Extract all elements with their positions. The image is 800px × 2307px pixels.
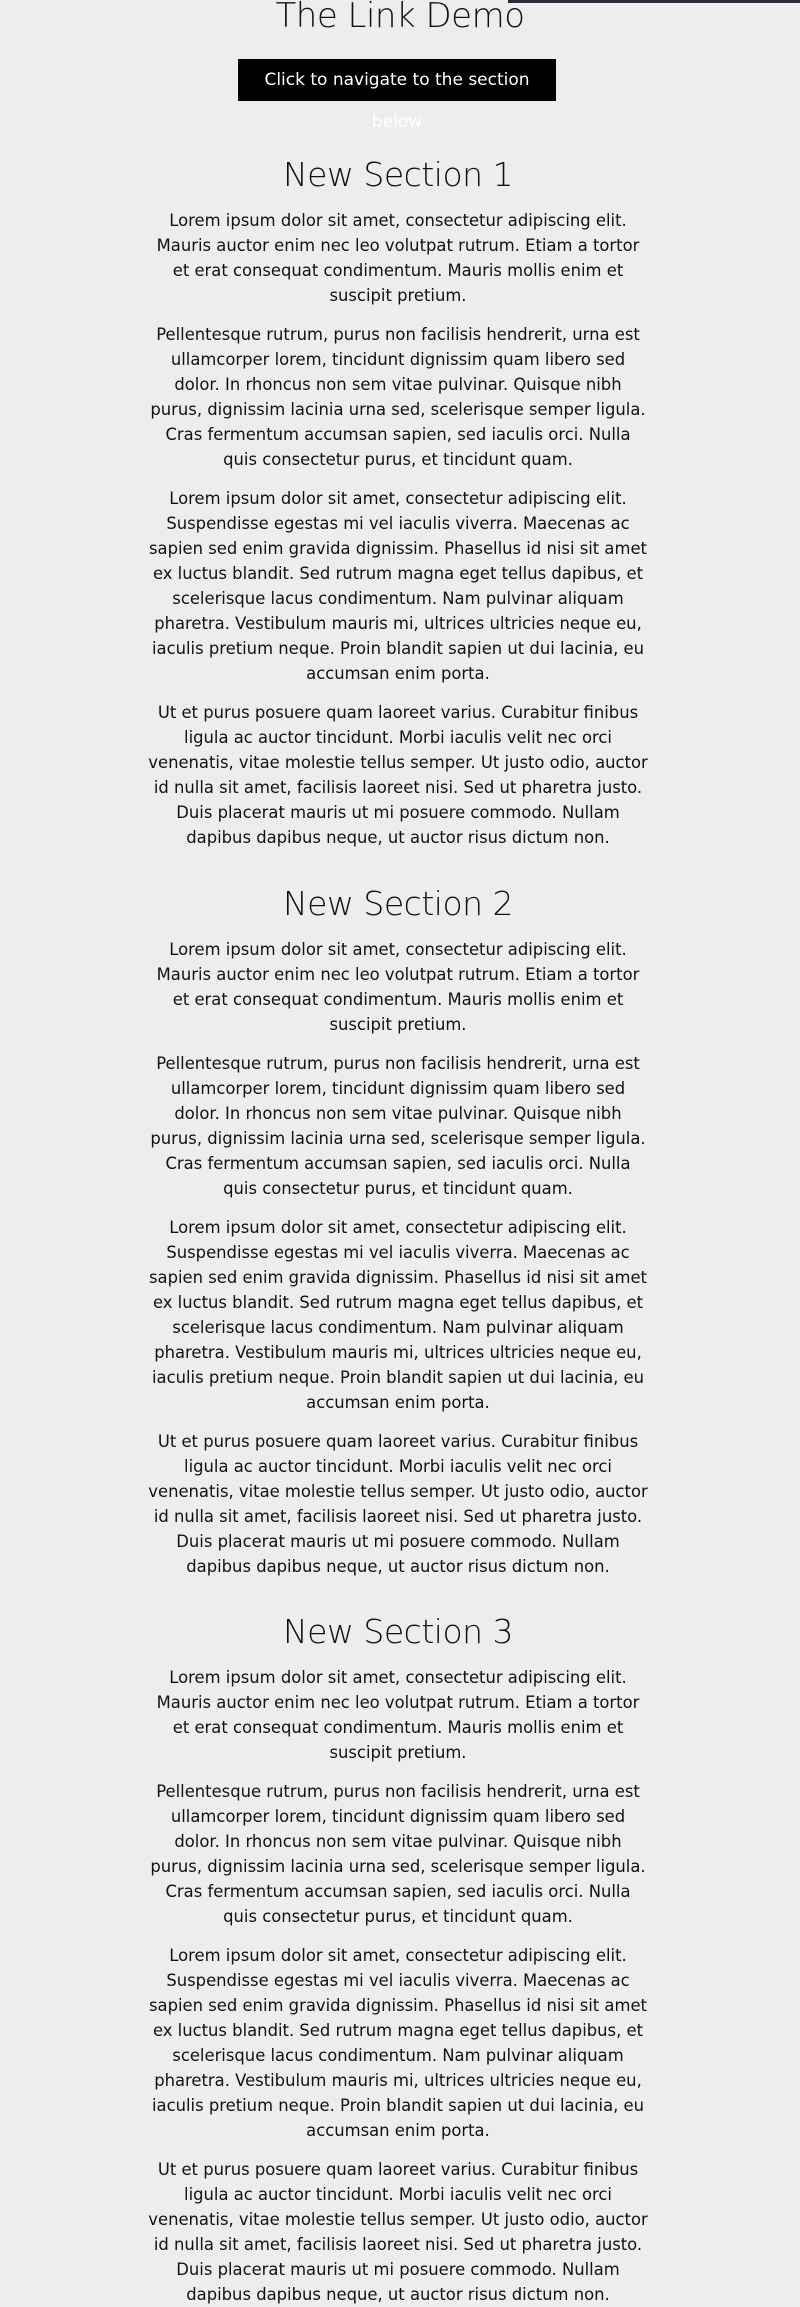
section-paragraph: Pellentesque rutrum, purus non facilisis hendrerit, urna est ullamcorper lorem, tincidunt dignissim quam libero sed dolor. In rhoncus non sem vitae pulvinar. Quisque nibh purus, dignissim lacinia urna sed, scelerisque semper ligula. Cras fermentum accumsan sapien, sed iaculis orci. Nulla quis consectetur purus, et tincidunt quam. [150, 1054, 646, 1198]
section-2 [146, 881, 650, 1579]
section-paragraph: Lorem ipsum dolor sit amet, consectetur adipiscing elit. Suspendisse egestas mi vel iaculis viverra. Maecenas ac sapien sed enim gravida dignissim. Phasellus id nisi sit amet ex luctus blandit. Sed rutrum magna eget tellus dapibus, et scelerisque lacus condimentum. Nam pulvinar aliquam pharetra. Vestibulum mauris mi, ultrices ultricies neque eu, iaculis pretium neque. Proin blandit sapien ut dui lacinia, eu accumsan enim porta. [149, 489, 647, 683]
section-paragraph: Lorem ipsum dolor sit amet, consectetur adipiscing elit. Suspendisse egestas mi vel iaculis viverra. Maecenas ac sapien sed enim gravida dignissim. Phasellus id nisi sit amet ex luctus blandit. Sed rutrum magna eget tellus dapibus, et scelerisque lacus condimentum. Nam pulvinar aliquam pharetra. Vestibulum mauris mi, ultrices ultricies neque eu, iaculis pretium neque. Proin blandit sapien ut dui lacinia, eu accumsan enim porta. [149, 1218, 647, 1412]
section-paragraph: Ut et purus posuere quam laoreet varius. Curabitur finibus ligula ac auctor tincidunt. Morbi iaculis velit nec orci venenatis, vitae molestie tellus semper. Ut justo odio, auctor id nulla sit amet, facilisis laoreet nisi. Sed ut pharetra justo. Duis placerat mauris ut mi posuere commodo. Nullam dapibus dapibus neque, ut auctor risus dictum non. [148, 2160, 648, 2304]
section-paragraph: Lorem ipsum dolor sit amet, consectetur adipiscing elit. Mauris auctor enim nec leo volutpat rutrum. Etiam a tortor et erat consequat condimentum. Mauris mollis enim et suscipit pretium. [156, 211, 640, 305]
section-title: New Section 3 [282, 1612, 514, 1651]
navigate-to-section-button[interactable]: Click to navigate to the section below [238, 59, 556, 101]
section-paragraph: Ut et purus posuere quam laoreet varius. Curabitur finibus ligula ac auctor tincidunt. Morbi iaculis velit nec orci venenatis, vitae molestie tellus semper. Ut justo odio, auctor id nulla sit amet, facilisis laoreet nisi. Sed ut pharetra justo. Duis placerat mauris ut mi posuere commodo. Nullam dapibus dapibus neque, ut auctor risus dictum non. [148, 1432, 648, 1576]
section-paragraph: Ut et purus posuere quam laoreet varius. Curabitur finibus ligula ac auctor tincidunt. Morbi iaculis velit nec orci venenatis, vitae molestie tellus semper. Ut justo odio, auctor id nulla sit amet, facilisis laoreet nisi. Sed ut pharetra justo. Duis placerat mauris ut mi posuere commodo. Nullam dapibus dapibus neque, ut auctor risus dictum non. [148, 703, 648, 847]
section-paragraph: Pellentesque rutrum, purus non facilisis hendrerit, urna est ullamcorper lorem, tincidunt dignissim quam libero sed dolor. In rhoncus non sem vitae pulvinar. Quisque nibh purus, dignissim lacinia urna sed, scelerisque semper ligula. Cras fermentum accumsan sapien, sed iaculis orci. Nulla quis consectetur purus, et tincidunt quam. [150, 1782, 646, 1926]
section-paragraph: Lorem ipsum dolor sit amet, consectetur adipiscing elit. Mauris auctor enim nec leo volutpat rutrum. Etiam a tortor et erat consequat condimentum. Mauris mollis enim et suscipit pretium. [156, 940, 640, 1034]
section-paragraph: Lorem ipsum dolor sit amet, consectetur adipiscing elit. Mauris auctor enim nec leo volutpat rutrum. Etiam a tortor et erat consequat condimentum. Mauris mollis enim et suscipit pretium. [156, 1668, 640, 1762]
section-paragraph: Lorem ipsum dolor sit amet, consectetur adipiscing elit. Suspendisse egestas mi vel iaculis viverra. Maecenas ac sapien sed enim gravida dignissim. Phasellus id nisi sit amet ex luctus blandit. Sed rutrum magna eget tellus dapibus, et scelerisque lacus condimentum. Nam pulvinar aliquam pharetra. Vestibulum mauris mi, ultrices ultricies neque eu, iaculis pretium neque. Proin blandit sapien ut dui lacinia, eu accumsan enim porta. [149, 1946, 647, 2140]
page-title: The Link Demo [275, 0, 525, 36]
section-paragraph: Pellentesque rutrum, purus non facilisis hendrerit, urna est ullamcorper lorem, tincidunt dignissim quam libero sed dolor. In rhoncus non sem vitae pulvinar. Quisque nibh purus, dignissim lacinia urna sed, scelerisque semper ligula. Cras fermentum accumsan sapien, sed iaculis orci. Nulla quis consectetur purus, et tincidunt quam. [150, 325, 646, 469]
section-3 [146, 1609, 650, 2307]
section-1 [146, 152, 650, 850]
section-title: New Section 1 [282, 155, 514, 194]
section-title: New Section 2 [282, 884, 514, 923]
